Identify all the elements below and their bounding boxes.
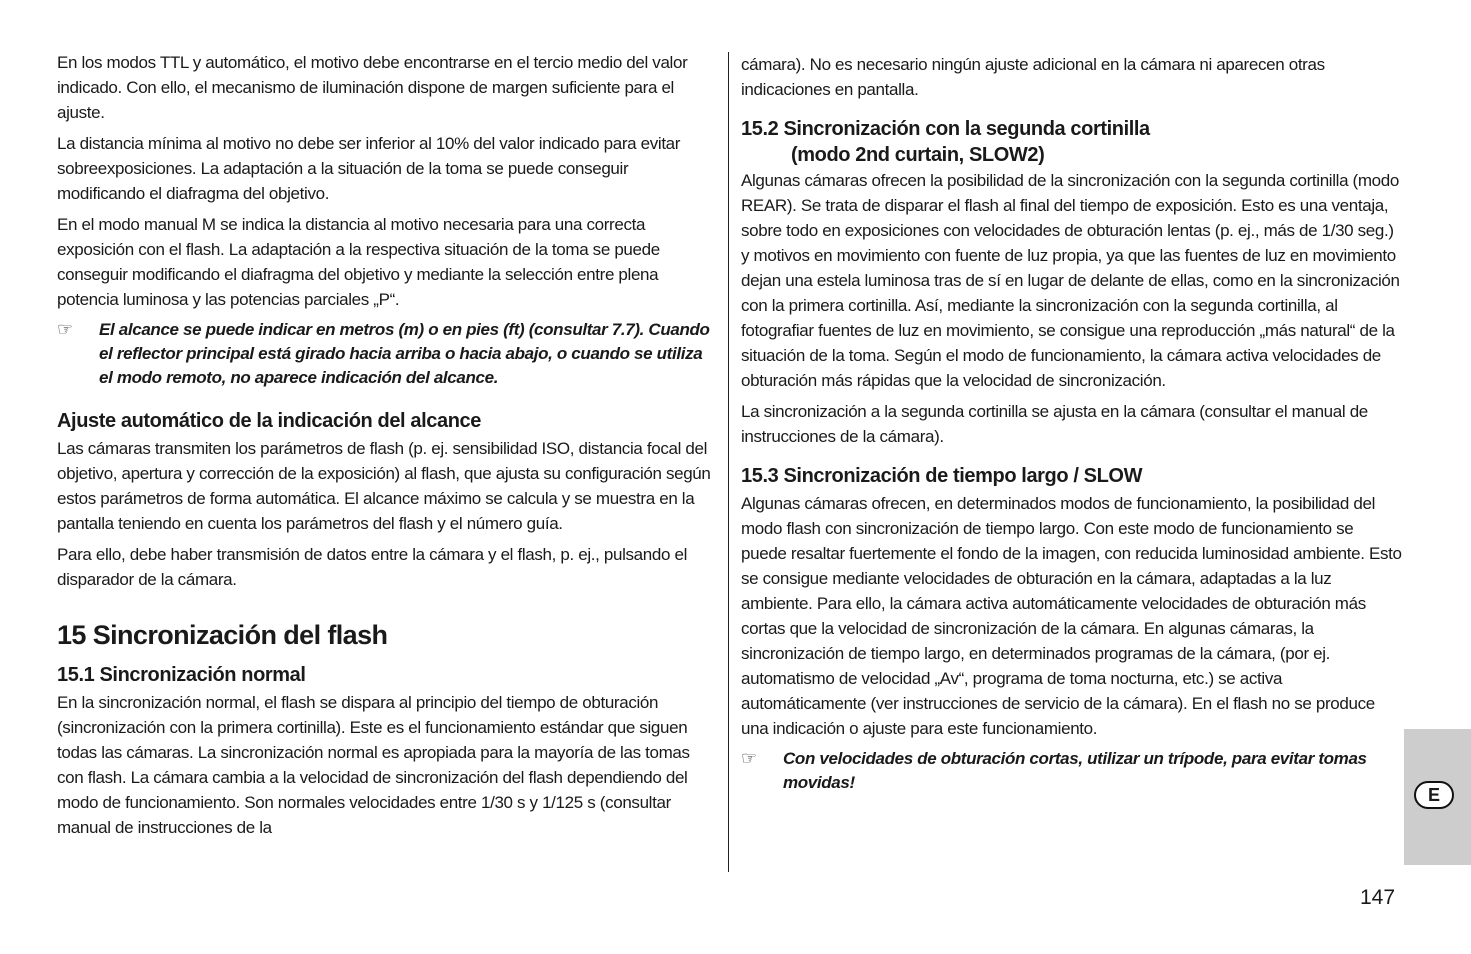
chapter-title: 15 Sincronización del flash (57, 620, 388, 650)
section-heading (741, 116, 1403, 168)
section-heading: 15.1 Sincronización normal (57, 664, 306, 686)
paragraph: Algunas cámaras ofrecen la posibilidad de la sincronización con la segunda cortinilla (modo REAR). Se trata de disparar el flash al final del tiempo de exposición. Esto es una ventaja, sobre todo en exposiciones con velocidades de obturación lentas (p. ej., más de 1/30 seg.) y motivos en movimiento con fuente de luz propia, ya que las fuentes de luz en movimiento dejan una estela luminosa tras de sí en lugar de delante de ellas, como en la sincronización con la primera cortinilla. Así, mediante la sincronización con la segunda cortinilla, al fotografiar fuentes de luz en movimiento, se consigue una reproducción „más natural“ de la situación de la toma. Según el modo de funcionamiento, la cámara activa velocidades de obturación más rápidas que la velocidad de sincronización. (741, 171, 1400, 390)
note (57, 318, 717, 390)
paragraph: En la sincronización normal, el flash se dispara al principio del tiempo de obturación (sincronización con la primera cortinilla). Este es el funcionamiento estándar que siguen todas las cámaras. La sincronización normal es apropiada para la mayoría de las tomas con flash. La cámara cambia a la velocidad de sincronización del flash dependiendo del modo de funcionamiento. Son normales velocidades entre 1/30 s y 1/125 s (consultar manual de instrucciones de la (57, 693, 690, 837)
paragraph: En el modo manual M se indica la distancia al motivo necesaria para una correcta exposición con el flash. La adaptación a la respectiva situación de la toma se puede conseguir modificando el diafragma del objetivo y mediante la selección entre plena potencia luminosa y las potencias parciales „P“. (57, 215, 660, 309)
pointing-hand-icon: ☞ (741, 748, 757, 768)
paragraph: En los modos TTL y automático, el motivo debe encontrarse en el tercio medio del valor indicado. Con ello, el mecanismo de iluminación dispone de margen suficiente para el ajuste. (57, 53, 688, 122)
paragraph: Para ello, debe haber transmisión de datos entre la cámara y el flash, p. ej., pulsando el disparador de la cámara. (57, 545, 687, 589)
paragraph: Algunas cámaras ofrecen, en determinados modos de funcionamiento, la posibilidad del modo flash con sincronización de tiempo largo. Con este modo de funcionamiento se puede resaltar fuertemente el fondo de la imagen, con reducida luminosidad ambiente. Esto se consigue mediante velocidades de obturación en la cámara, adaptadas a la luz ambiente. Para ello, la cámara activa automáticamente velocidades de obturación más cortas que la velocidad de sincronización de la cámara. En algunas cámaras, la sincronización de tiempo largo, en determinados programas de la cámara, (por ej. automatismo de velocidad „Av“, programa de toma nocturna, etc.) se activa automáticamente (ver instrucciones de servicio de la cámara). En el flash no se produce una indicación o ajuste para este funcionamiento. (741, 494, 1402, 738)
paragraph: La sincronización a la segunda cortinilla se ajusta en la cámara (consultar el manual de instrucciones de la cámara). (741, 402, 1368, 446)
section-heading: Ajuste automático de la indicación del alcance (57, 410, 481, 432)
paragraph: La distancia mínima al motivo no debe ser inferior al 10% del valor indicado para evitar sobreexposiciones. La adaptación a la situación de la toma se puede conseguir modificando el diafragma del objetivo. (57, 134, 681, 203)
section-heading-line: (modo 2nd curtain, SLOW2) (791, 144, 1045, 166)
paragraph: Las cámaras transmiten los parámetros de flash (p. ej. sensibilidad ISO, distancia focal del objetivo, apertura y corrección de la exposición) al flash, que ajusta su configuración según estos parámetros de forma automática. El alcance máximo se calcula y se muestra en la pantalla teniendo en cuenta los parámetros del flash y el número guía. (57, 439, 711, 533)
section-heading-line: 15.2 Sincronización con la segunda cortinilla (741, 118, 1150, 140)
right-column (741, 52, 1403, 809)
language-badge: E (1414, 781, 1454, 809)
pointing-hand-icon: ☞ (57, 319, 73, 339)
column-divider (728, 52, 729, 872)
note (741, 747, 1403, 795)
note-text: Con velocidades de obturación cortas, utilizar un trípode, para evitar tomas movidas! (783, 749, 1367, 792)
section-heading: 15.3 Sincronización de tiempo largo / SLOW (741, 465, 1143, 487)
left-column (57, 50, 717, 846)
page-number: 147 (1360, 886, 1396, 909)
note-text: El alcance se puede indicar en metros (m) o en pies (ft) (consultar 7.7). Cuando el reflector principal está girado hacia arriba o hacia abajo, o cuando se utiliza el modo remoto, no aparece indicación del alcance. (99, 320, 710, 387)
paragraph: cámara). No es necesario ningún ajuste adicional en la cámara ni aparecen otras indicaciones en pantalla. (741, 55, 1325, 99)
